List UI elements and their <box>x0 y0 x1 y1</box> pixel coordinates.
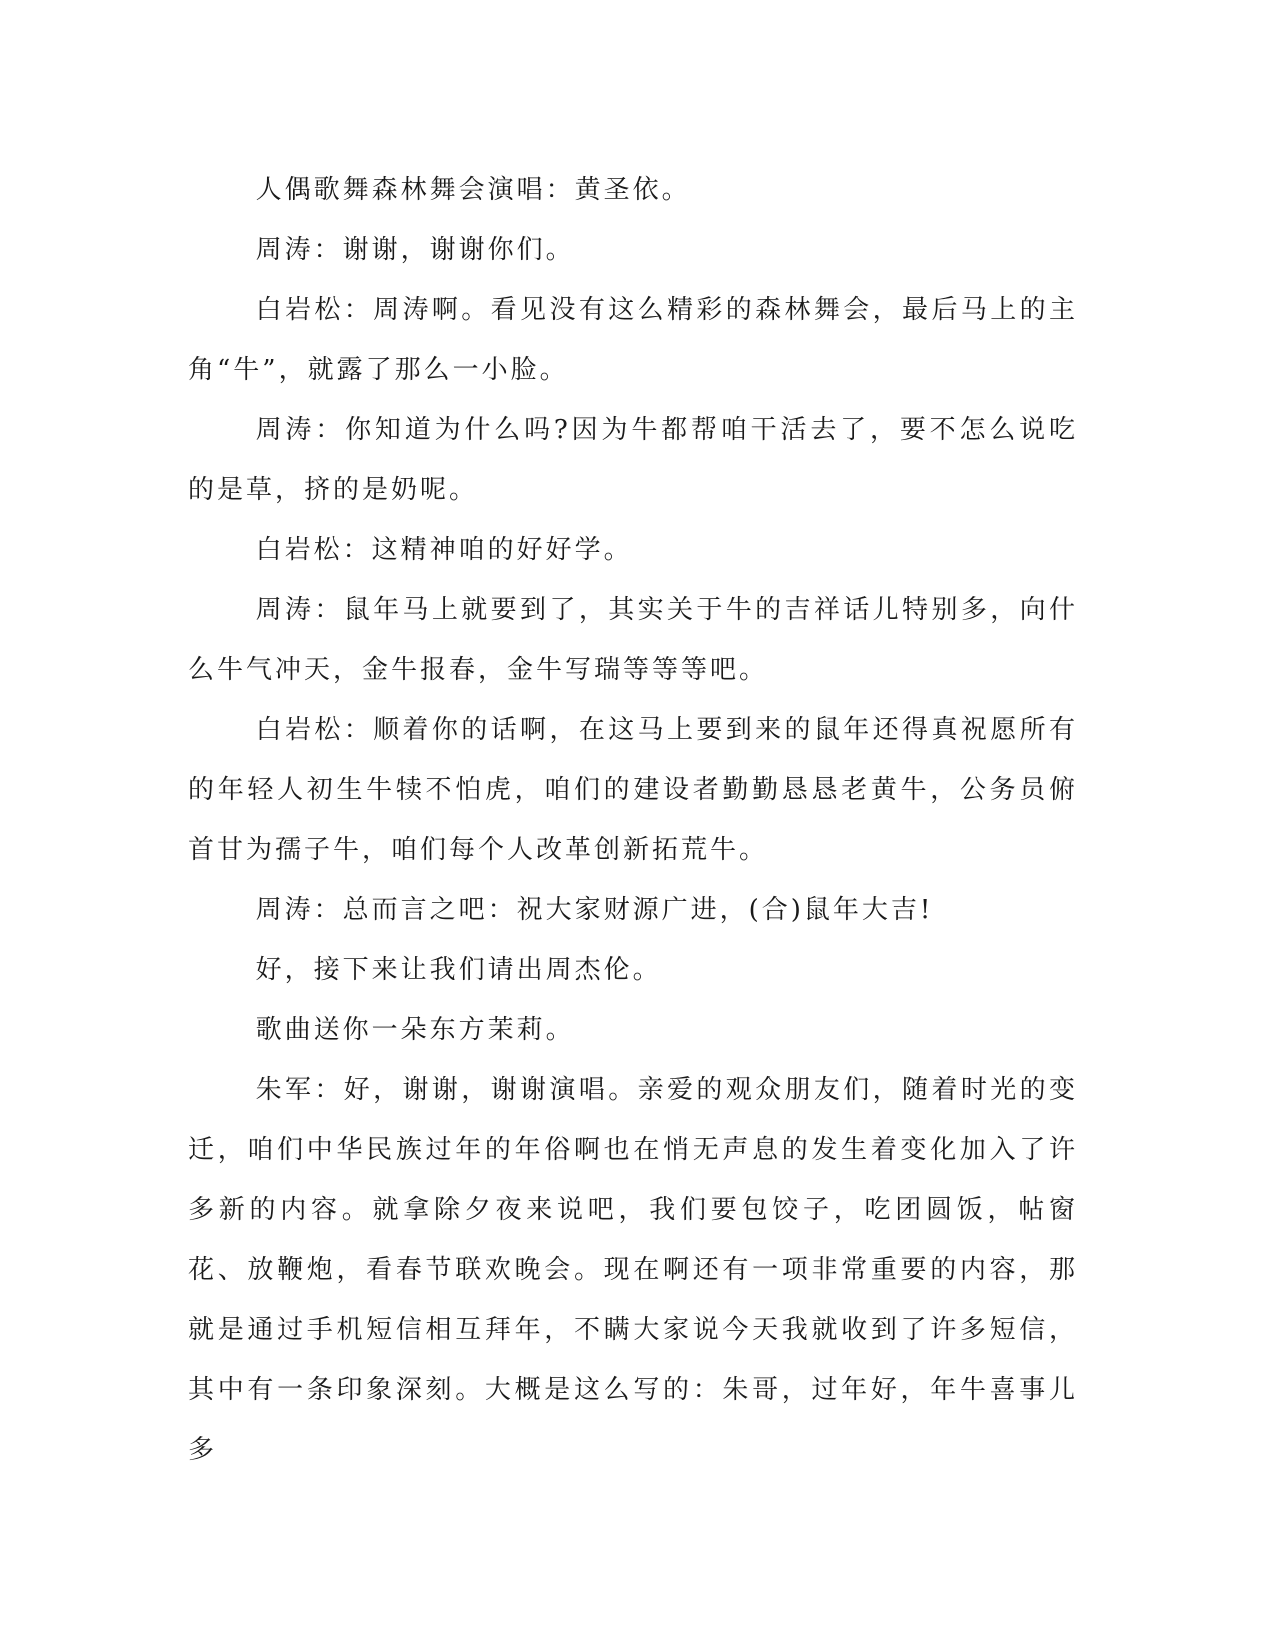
paragraph: 人偶歌舞森林舞会演唱：黄圣依。 <box>255 175 691 205</box>
paragraph: 歌曲送你一朵东方茉莉。 <box>255 1015 575 1045</box>
paragraph: 白岩松：顺着你的话啊，在这马上要到来的鼠年还得真祝愿所有的年轻人初生牛犊不怕虎，咱们的建设者勤勤恳恳老黄牛，公务员俯首甘为孺子牛，咱们每个人改革创新拓荒牛。 <box>188 715 1078 865</box>
paragraph: 好，接下来让我们请出周杰伦。 <box>255 955 662 985</box>
paragraph: 白岩松：周涛啊。看见没有这么精彩的森林舞会，最后马上的主角“牛”，就露了那么一小脸。 <box>188 295 1078 385</box>
paragraph: 周涛：谢谢，谢谢你们。 <box>255 235 575 265</box>
document-body <box>188 160 1078 1480</box>
paragraph: 周涛：鼠年马上就要到了，其实关于牛的吉祥话儿特别多，向什么牛气冲天，金牛报春，金牛写瑞等等等吧。 <box>188 595 1078 685</box>
paragraph: 朱军：好，谢谢，谢谢演唱。亲爱的观众朋友们，随着时光的变迁，咱们中华民族过年的年俗啊也在悄无声息的发生着变化加入了许多新的内容。就拿除夕夜来说吧，我们要包饺子，吃团圆饭，帖窗花、放鞭炮，看春节联欢晚会。现在啊还有一项非常重要的内容，那就是通过手机短信相互拜年，不瞒大家说今天我就收到了许多短信，其中有一条印象深刻。大概是这么写的：朱哥，过年好，年牛喜事儿多 <box>188 1075 1078 1465</box>
paragraph: 周涛：你知道为什么吗?因为牛都帮咱干活去了，要不怎么说吃的是草，挤的是奶呢。 <box>188 415 1078 505</box>
paragraph: 白岩松：这精神咱的好好学。 <box>255 535 633 565</box>
paragraph: 周涛：总而言之吧：祝大家财源广进，(合)鼠年大吉! <box>255 895 934 925</box>
